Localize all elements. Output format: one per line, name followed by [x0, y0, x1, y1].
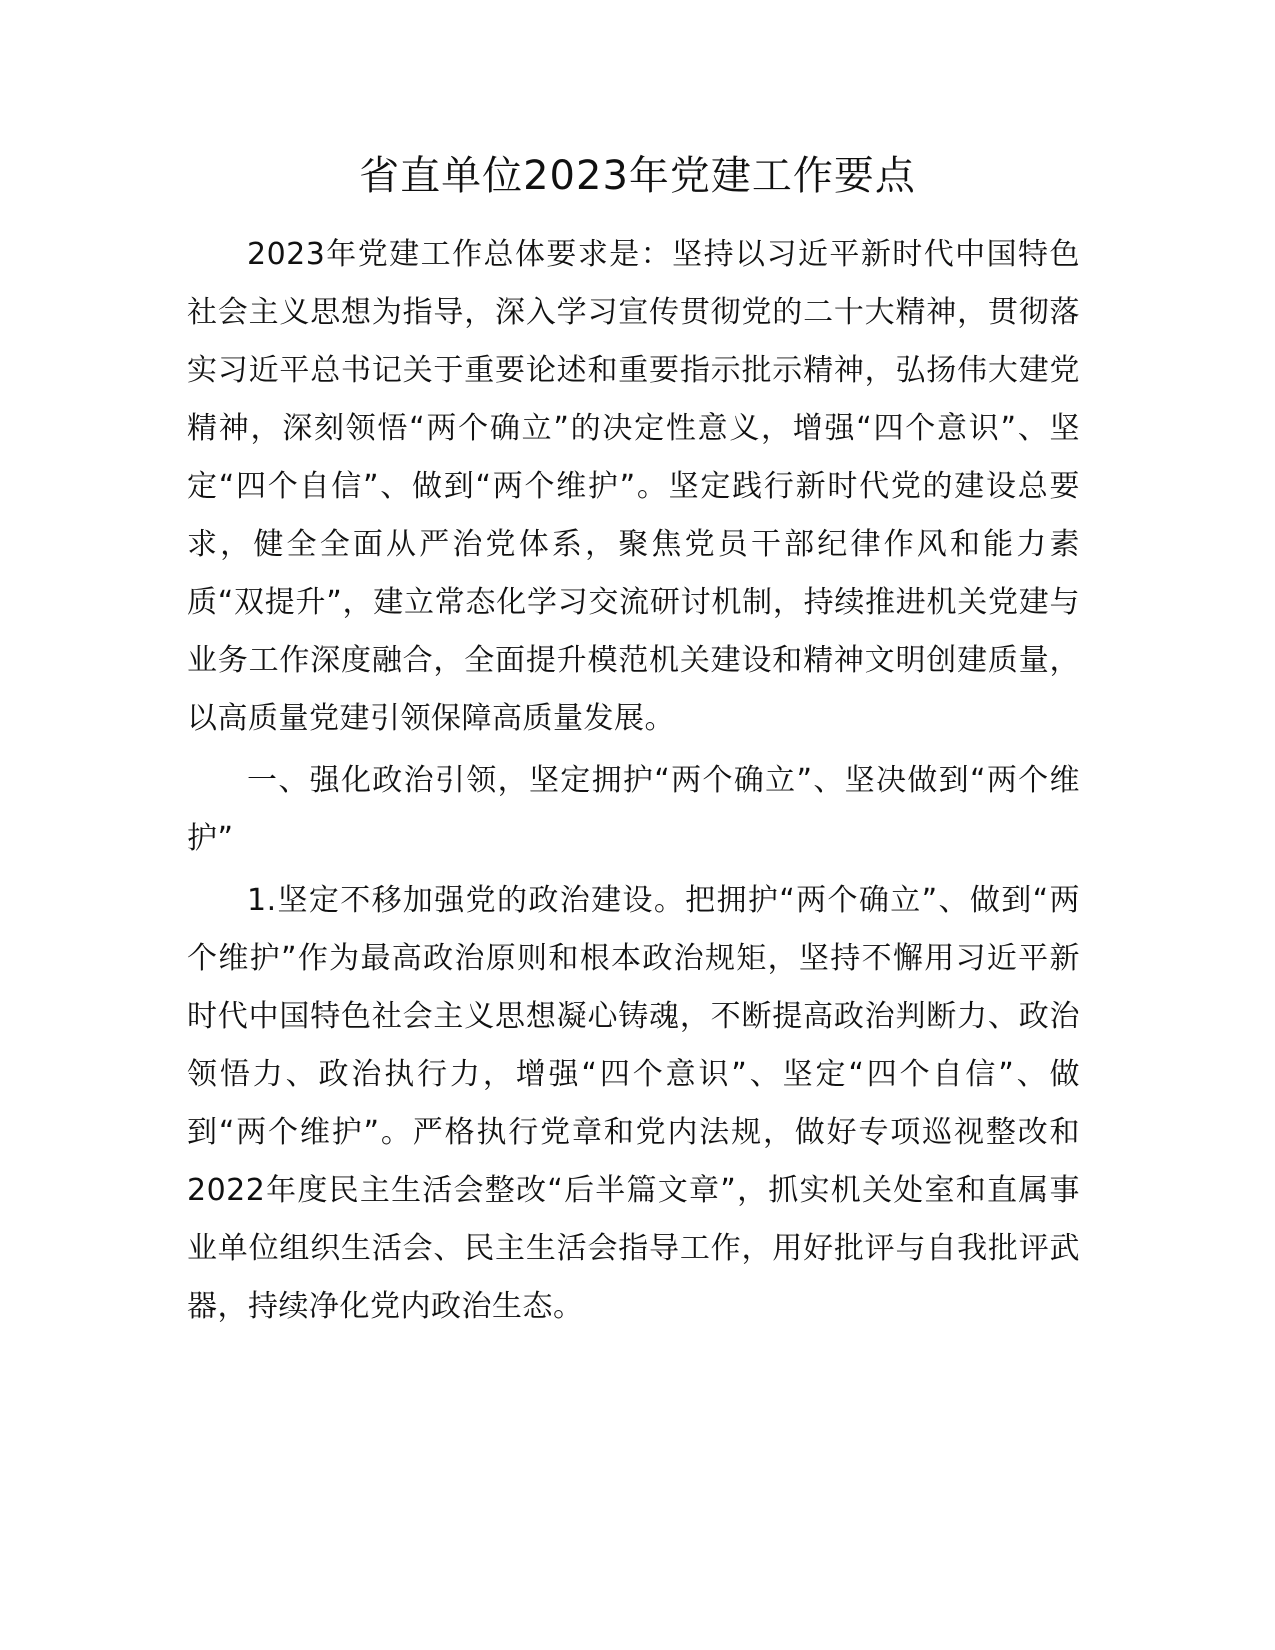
section-heading-1: 一、强化政治引领，坚定拥护“两个确立”、坚决做到“两个维护” — [187, 763, 1080, 856]
document-title: 省直单位2023年党建工作要点 — [359, 153, 916, 199]
paragraph-overall-requirements: 2023年党建工作总体要求是：坚持以习近平新时代中国特色社会主义思想为指导，深入学习宣传贯彻党的二十大精神，贯彻落实习近平总书记关于重要论述和重要指示批示精神，弘扬伟大建党精神，深刻领悟“两个确立”的决定性意义，增强“四个意识”、坚定“四个自信”、做到“两个维护”。坚定践行新时代党的建设总要求，健全全面从严治党体系，聚焦党员干部纪律作风和能力素质“双提升”，建立常态化学习交流研讨机制，持续推进机关党建与业务工作深度融合，全面提升模范机关建设和精神文明创建质量，以高质量党建引领保障高质量发展。 — [187, 237, 1080, 736]
paragraph-item-1: 1.坚定不移加强党的政治建设。把拥护“两个确立”、做到“两个维护”作为最高政治原则和根本政治规矩，坚持不懈用习近平新时代中国特色社会主义思想凝心铸魂，不断提高政治判断力、政治领悟力、政治执行力，增强“四个意识”、坚定“四个自信”、做到“两个维护”。严格执行党章和党内法规，做好专项巡视整改和2022年度民主生活会整改“后半篇文章”，抓实机关处室和直属事业单位组织生活会、民主生活会指导工作，用好批评与自我批评武器，持续净化党内政治生态。 — [187, 883, 1080, 1324]
document-body — [187, 226, 1080, 1340]
